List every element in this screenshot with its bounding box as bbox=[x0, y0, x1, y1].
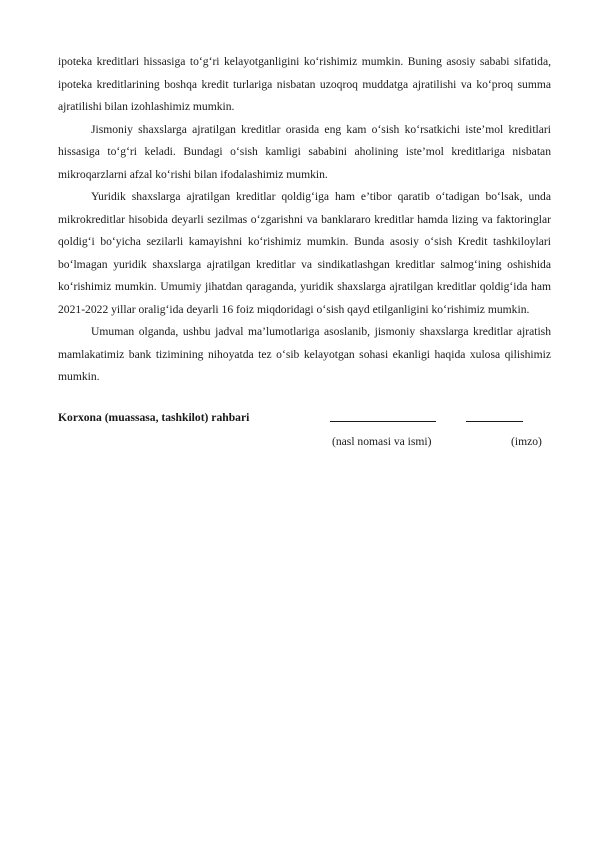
paragraph-4: Umuman olganda, ushbu jadval ma’lumotlariga asoslanib, jismoniy shaxslarga kreditlar ajratish mamlakatimiz bank tizimining nihoyatda tez o‘sib kelayotgan sohasi ekanligi haqida xulosa qilishimiz mumkin. bbox=[58, 325, 551, 383]
signature-row bbox=[58, 407, 551, 429]
sign-caption: (imzo) bbox=[511, 434, 542, 448]
document-body bbox=[58, 51, 551, 389]
name-caption: (nasl nomasi va ismi) bbox=[332, 434, 432, 448]
paragraph-3: Yuridik shaxslarga ajratilgan kreditlar qoldig‘iga ham e’tibor qaratib o‘tadigan bo‘lsak, unda mikrokreditlar hisobida deyarli sezilmas o‘zgarishni va banklararo kreditlar hamda lizing va faktoringlar qoldig‘i bo‘yicha sezilarli kamayishni ko‘rishimiz mumkin. Bunda asosiy o‘sish Kredit tashkiloylari bo‘lmagan yuridik shaxslarga ajratilgan kreditlar va sindikatlashgan kreditlar salmog‘ining oshishida ko‘rishimiz mumkin. Umumiy jihatdan qaraganda, yuridik shaxslarga ajratilgan kreditlar qoldig‘ida ham 2021-2022 yillar oralig‘ida deyarli 16 foiz miqdoridagi o‘sish qayd etilganligini ko‘rishimiz mumkin. bbox=[58, 190, 551, 316]
signature-captions bbox=[58, 432, 551, 452]
document-page bbox=[58, 51, 551, 452]
name-signature-line[interactable] bbox=[330, 421, 436, 422]
signature-label: Korxona (muassasa, tashkilot) rahbari bbox=[58, 410, 250, 424]
sign-signature-line[interactable] bbox=[466, 421, 523, 422]
paragraph-2: Jismoniy shaxslarga ajratilgan kreditlar orasida eng kam o‘sish ko‘rsatkichi iste’mol kreditlari hissasiga to‘g‘ri keladi. Bundagi o‘sish kamligi sababini aholining iste’mol kreditlariga nisbatan mikroqarzlarni afzal ko‘rishi bilan ifodalashimiz mumkin. bbox=[58, 122, 551, 181]
paragraph-1: ipoteka kreditlari hissasiga to‘g‘ri kelayotganligini ko‘rishimiz mumkin. Buning asosiy sababi sifatida, ipoteka kreditlarining boshqa kredit turlariga nisbatan uzoqroq muddatga ajratilishi va ko‘proq summa ajratilishi bilan izohlashimiz mumkin. bbox=[58, 55, 551, 113]
